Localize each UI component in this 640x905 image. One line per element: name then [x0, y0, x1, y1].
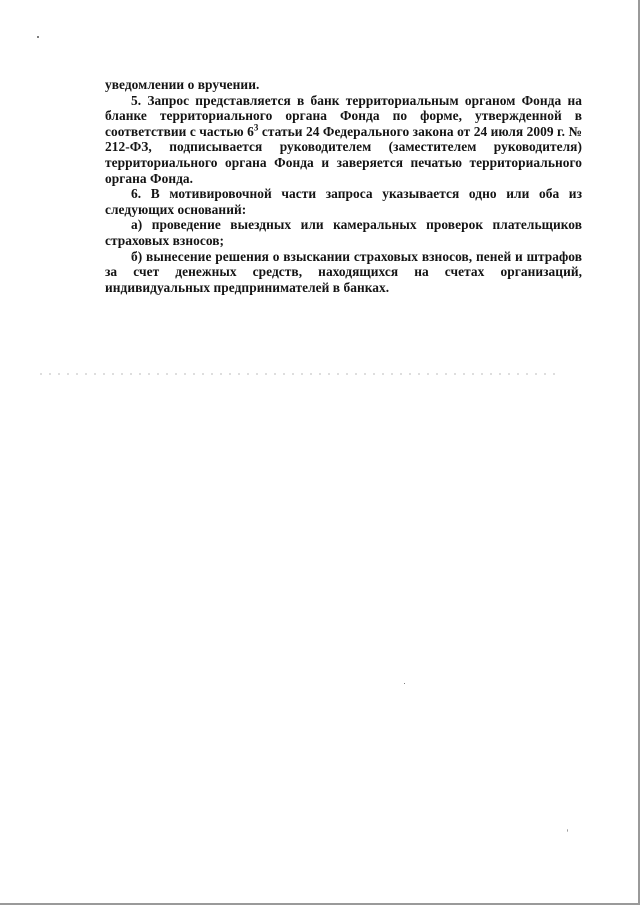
scan-speck [567, 829, 568, 832]
intro-line [105, 77, 582, 93]
paragraph-5-number: 5. [131, 92, 142, 108]
paragraph-5-text-b: статьи 24 Федерального закона от 24 июля 2009 г. № 212-ФЗ, подписывается руководителем (заместителем руководителя) территориального органа Фонда и заверяется печатью территориального органа Фонда. [105, 123, 583, 186]
paragraph-6 [105, 186, 582, 217]
item-b-text: б) вынесение решения о взыскании страховых взносов, пеней и штрафов за счет денежных средств, находящихся на счетах организаций, индивидуальных предпринимателей в банках. [105, 248, 582, 295]
item-b [105, 249, 582, 296]
scan-speck [37, 36, 39, 38]
paragraph-5 [105, 93, 582, 187]
paragraph-5-superscript: 3 [253, 122, 259, 133]
paragraph-5-text-a: Запрос представляется в банк территориальным органом Фонда на бланке территориального органа Фонда по форме, утвержденной в соответствии с частью 6 [105, 92, 582, 139]
intro-text: уведомлении о вручении. [105, 77, 260, 92]
document-body [105, 77, 582, 295]
paragraph-6-number: 6. [131, 186, 142, 202]
scan-artifact-line [40, 373, 560, 375]
scan-speck [404, 683, 405, 684]
item-a [105, 217, 582, 248]
item-a-text: а) проведение выездных или камеральных проверок плательщиков страховых взносов; [105, 217, 582, 248]
paragraph-6-text: В мотивировочной части запроса указывается одно или оба из следующих оснований: [105, 186, 582, 217]
